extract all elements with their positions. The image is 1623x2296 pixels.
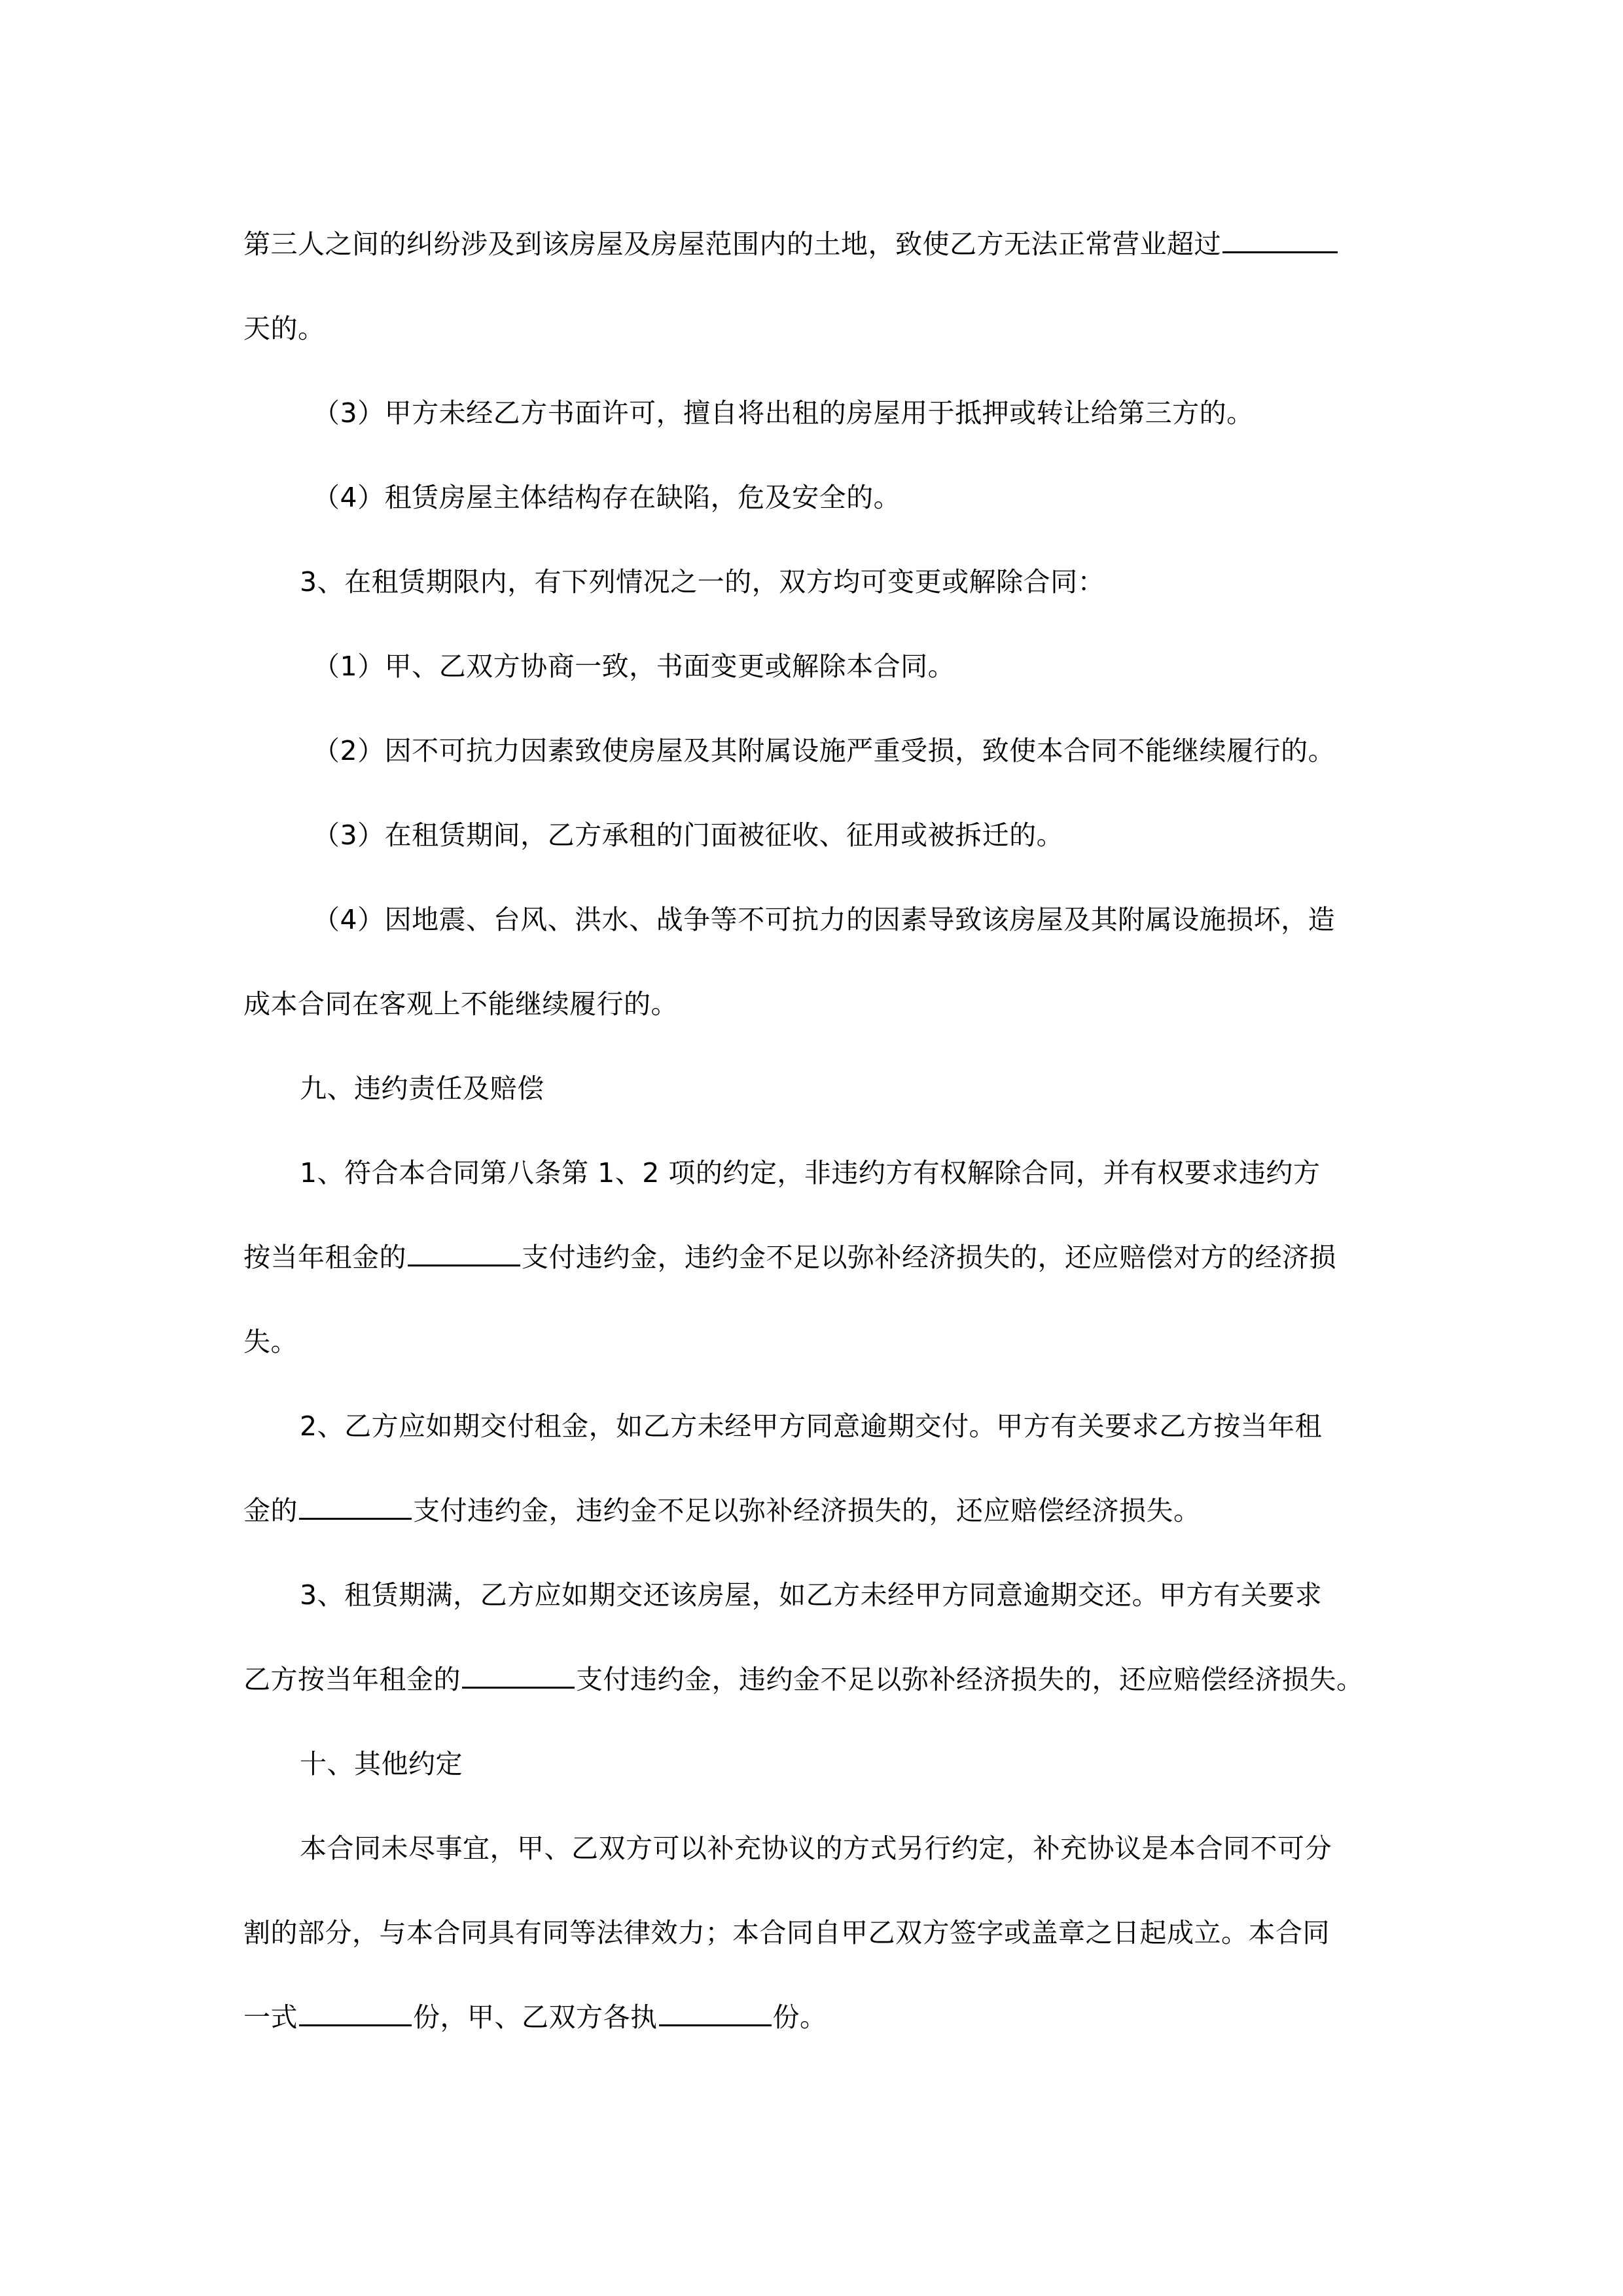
fill-in-blank-penalty-rate[interactable]	[408, 1241, 520, 1266]
paragraph-line	[243, 1475, 1390, 1559]
paragraph-line: 成本合同在客观上不能继续履行的。	[243, 988, 678, 1020]
text-segment: 支付违约金，违约金不足以弥补经济损失的，还应赔偿对方的经济损	[522, 1242, 1336, 1273]
paragraph-line	[243, 208, 1390, 293]
text-segment: 乙方按当年租金的	[243, 1664, 461, 1695]
text-segment: 金的	[243, 1495, 298, 1526]
text-segment: 份。	[772, 2001, 827, 2033]
paragraph-line: 天的。	[243, 313, 325, 344]
fill-in-blank-days[interactable]	[1222, 228, 1338, 253]
list-item-clause: （4）因地震、台风、洪水、战争等不可抗力的因素导致该房屋及其附属设施损坏，造	[313, 904, 1336, 935]
paragraph-line	[243, 1643, 1390, 1728]
document-page	[243, 208, 1390, 2066]
fill-in-blank-copies-total[interactable]	[299, 2001, 412, 2026]
section-heading: 九、违约责任及赔偿	[300, 1073, 544, 1104]
fill-in-blank-penalty-rate[interactable]	[462, 1663, 575, 1689]
fill-in-blank-penalty-rate[interactable]	[299, 1494, 412, 1520]
text-segment: 第三人之间的纠纷涉及到该房屋及房屋范围内的土地，致使乙方无法正常营业超过	[243, 228, 1221, 260]
paragraph-line: 失。	[243, 1326, 298, 1357]
paragraph-line	[243, 1981, 1390, 2066]
numbered-clause: 3、租赁期满，乙方应如期交还该房屋，如乙方未经甲方同意逾期交还。甲方有关要求	[300, 1579, 1323, 1611]
text-segment: 支付违约金，违约金不足以弥补经济损失的，还应赔偿经济损失。	[576, 1664, 1364, 1695]
text-segment: 支付违约金，违约金不足以弥补经济损失的，还应赔偿经济损失。	[413, 1495, 1201, 1526]
list-item-clause: （3）在租赁期间，乙方承租的门面被征收、征用或被拆迁的。	[313, 819, 1064, 851]
list-item-clause: （3）甲方未经乙方书面许可，擅自将出租的房屋用于抵押或转让给第三方的。	[313, 397, 1254, 429]
numbered-clause: 1、符合本合同第八条第 1、2 项的约定，非违约方有权解除合同，并有权要求违约方	[300, 1157, 1321, 1189]
text-segment: 一式	[243, 2001, 298, 2033]
text-segment: 按当年租金的	[243, 1242, 406, 1273]
list-item-clause: （4）租赁房屋主体结构存在缺陷，危及安全的。	[313, 482, 901, 513]
paragraph-line	[243, 1221, 1390, 1306]
numbered-clause: 2、乙方应如期交付租金，如乙方未经甲方同意逾期交付。甲方有关要求乙方按当年租	[300, 1410, 1323, 1442]
paragraph-line: 割的部分，与本合同具有同等法律效力；本合同自甲乙双方签字或盖章之日起成立。本合同	[243, 1917, 1330, 1948]
paragraph-line: 本合同未尽事宜，甲、乙双方可以补充协议的方式另行约定，补充协议是本合同不可分	[300, 1833, 1332, 1864]
section-heading: 十、其他约定	[300, 1748, 463, 1780]
list-item-clause: （1）甲、乙双方协商一致，书面变更或解除本合同。	[313, 651, 955, 682]
numbered-clause: 3、在租赁期限内，有下列情况之一的，双方均可变更或解除合同：	[300, 566, 1105, 598]
fill-in-blank-copies-each[interactable]	[659, 2001, 772, 2026]
text-segment: 份，甲、乙双方各执	[413, 2001, 658, 2033]
list-item-clause: （2）因不可抗力因素致使房屋及其附属设施严重受损，致使本合同不能继续履行的。	[313, 735, 1336, 766]
